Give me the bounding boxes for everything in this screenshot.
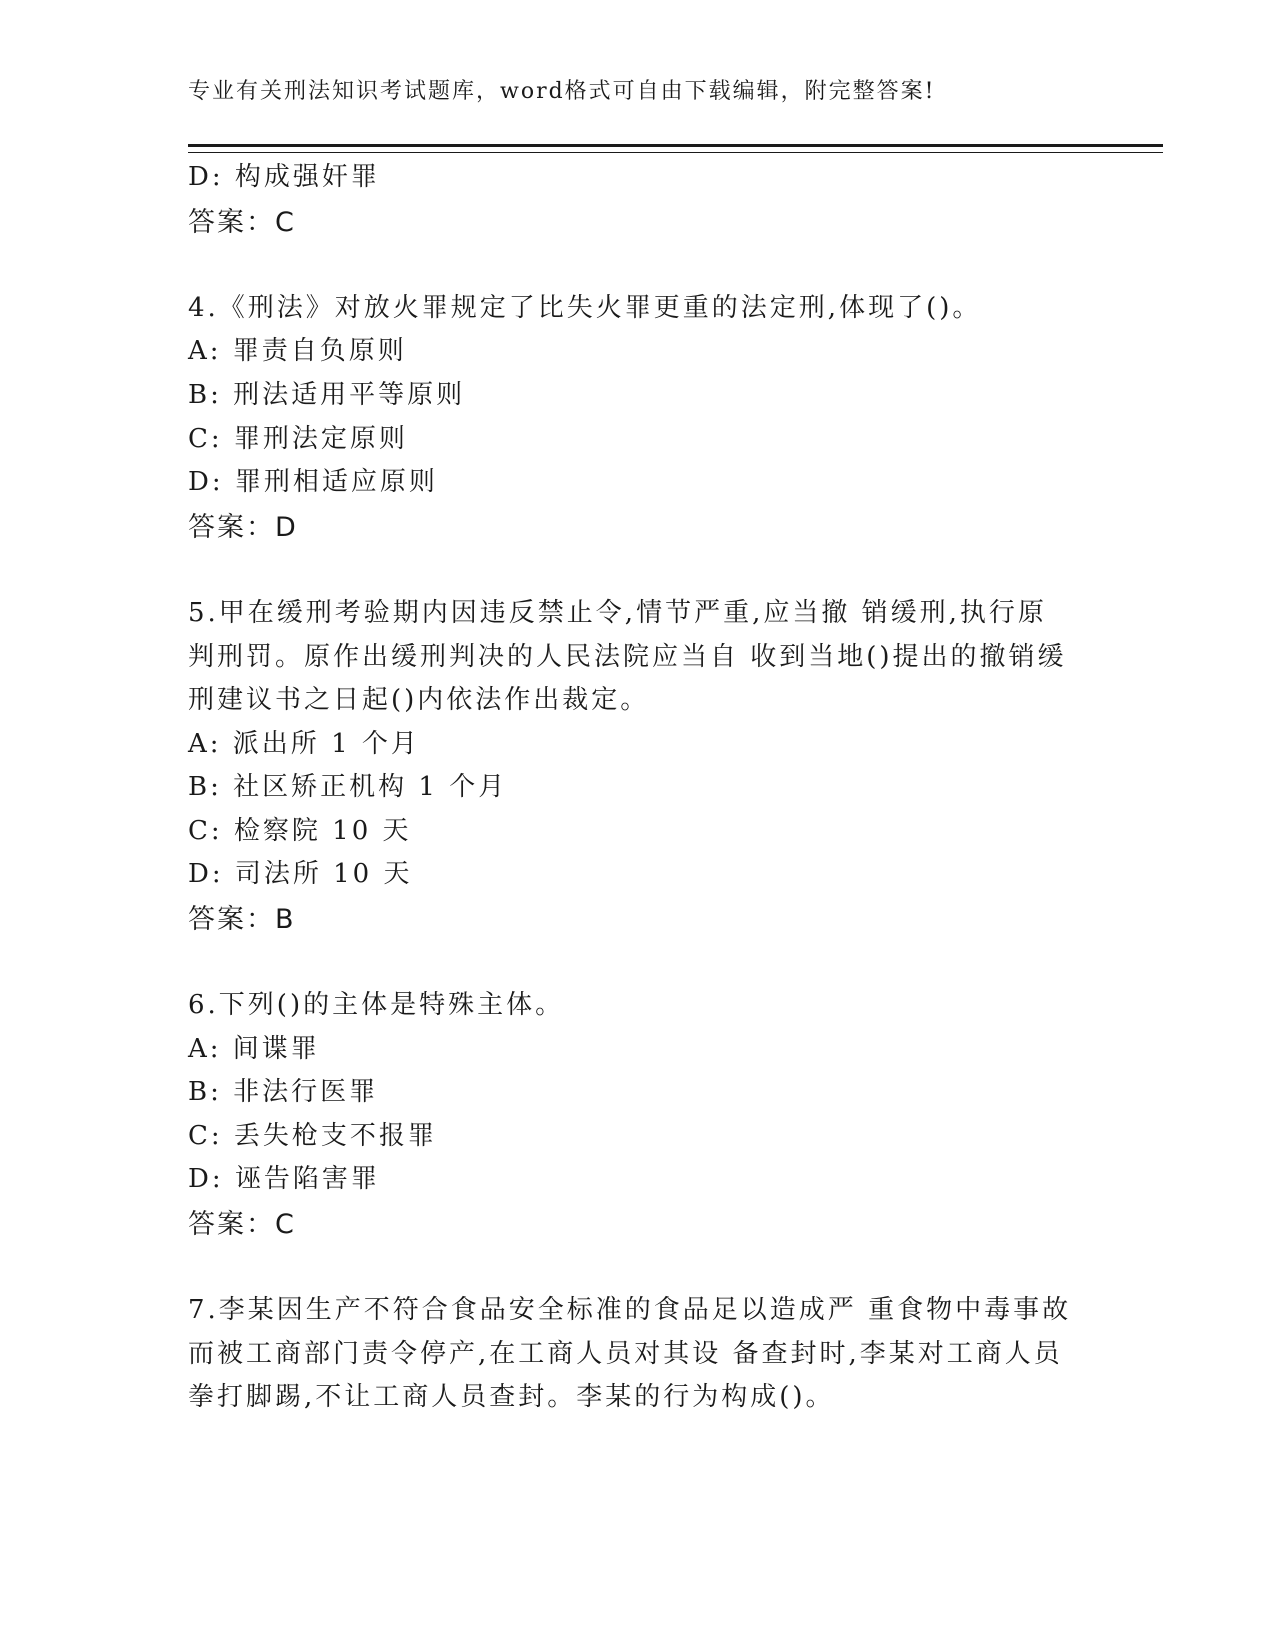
question-6-option-a: A: 间谍罪 <box>188 1034 320 1064</box>
question-5-option-c: C: 检察院 10 天 <box>188 816 412 846</box>
question-6-answer: 答案：C <box>188 1209 296 1240</box>
question-6-option-c: C: 丢失枪支不报罪 <box>188 1121 437 1151</box>
question-6-option-d: D: 诬告陷害罪 <box>188 1164 380 1194</box>
question-7-stem-line-1: 7.李某因生产不符合食品安全标准的食品足以造成严 重食物中毒事故 <box>188 1295 1072 1325</box>
question-5-stem-line-2: 判刑罚。原作出缓刑判决的人民法院应当自 收到当地()提出的撤销缓 <box>188 642 1067 672</box>
question-5-option-a: A: 派出所 1 个月 <box>188 729 420 759</box>
question-5-stem-line-1: 5.甲在缓刑考验期内因违反禁止令,情节严重,应当撤 销缓刑,执行原 <box>188 598 1047 628</box>
question-6-option-b: B: 非法行医罪 <box>188 1077 379 1107</box>
question-7-stem-line-3: 拳打脚踢,不让工商人员查封。李某的行为构成()。 <box>188 1382 835 1412</box>
question-7-stem-line-2: 而被工商部门责令停产,在工商人员对其设 备查封时,李某对工商人员 <box>188 1339 1063 1369</box>
question-5-option-b: B: 社区矫正机构 1 个月 <box>188 772 508 802</box>
question-4-answer: 答案：D <box>188 512 298 543</box>
header-divider <box>188 144 1163 153</box>
question-4-stem: 4.《刑法》对放火罪规定了比失火罪更重的法定刑,体现了()。 <box>188 293 982 323</box>
answer: 答案：C <box>188 207 296 238</box>
page-header: 专业有关刑法知识考试题库，word格式可自由下载编辑，附完整答案! <box>188 79 936 104</box>
question-4-option-b: B: 刑法适用平等原则 <box>188 380 466 410</box>
question-6-stem: 6.下列()的主体是特殊主体。 <box>188 990 565 1020</box>
question-4-option-a: A: 罪责自负原则 <box>188 336 407 366</box>
question-4-option-d: D: 罪刑相适应原则 <box>188 467 438 497</box>
question-5-stem-line-3: 刑建议书之日起()内依法作出裁定。 <box>188 685 650 715</box>
question-5-option-d: D: 司法所 10 天 <box>188 859 413 889</box>
question-4-option-c: C: 罪刑法定原则 <box>188 424 408 454</box>
option-d: D: 构成强奸罪 <box>188 162 380 192</box>
question-5-answer: 答案：B <box>188 904 296 935</box>
